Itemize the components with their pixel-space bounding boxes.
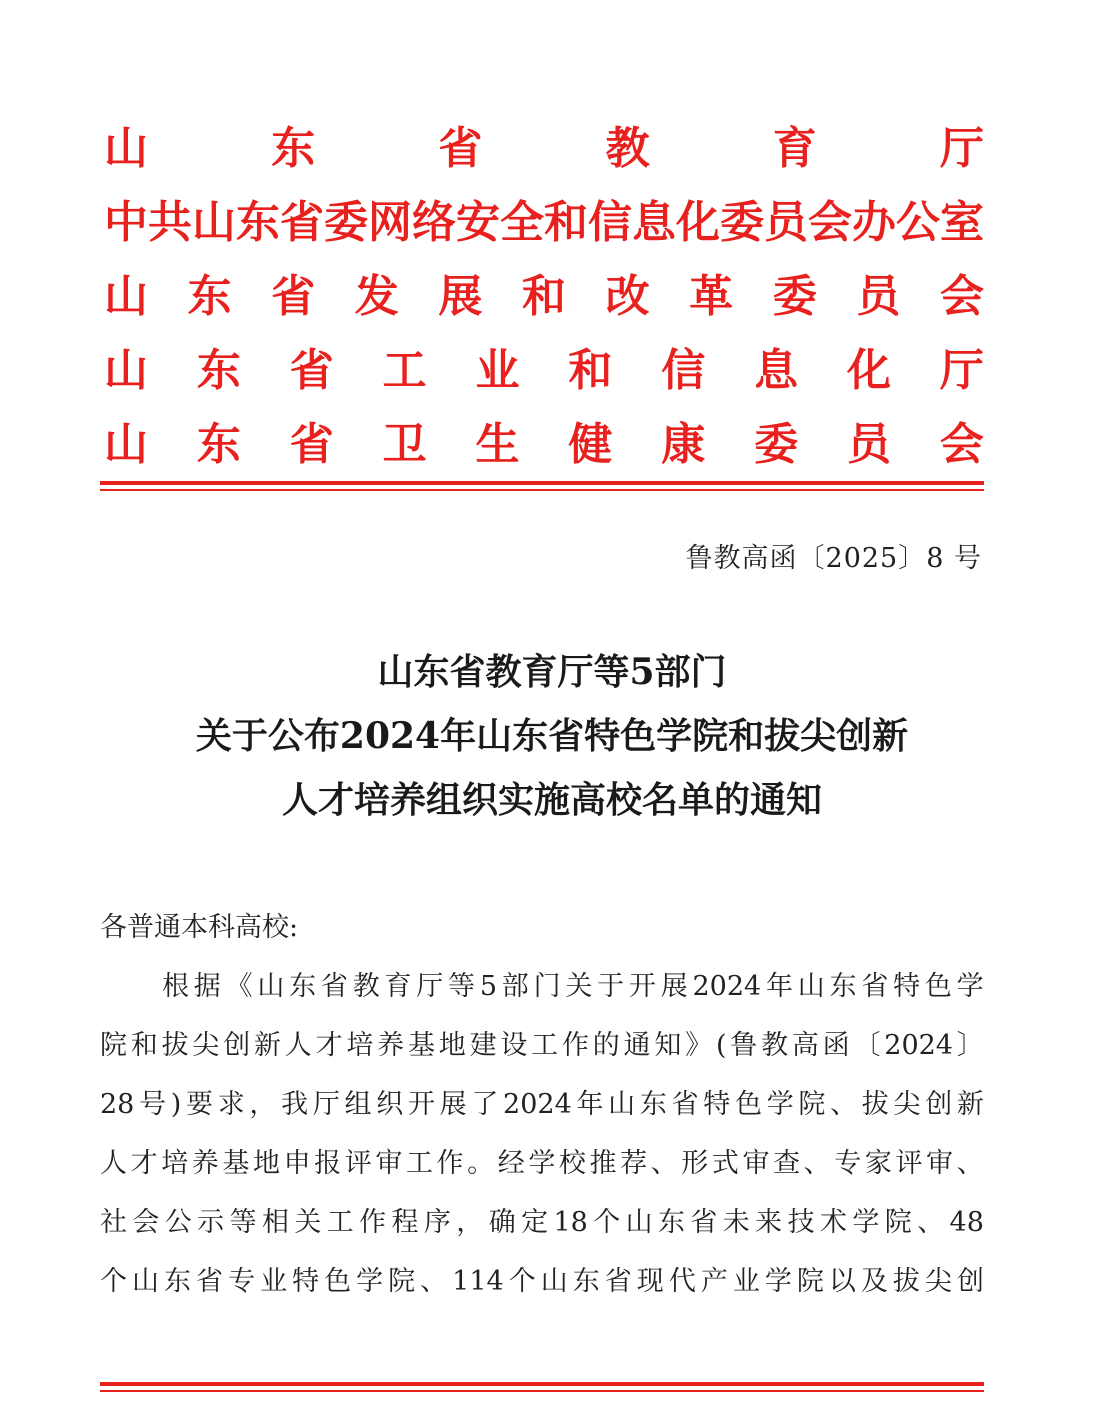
salutation: 各普通本科高校: [100, 912, 299, 943]
issuer-char: 委 [720, 197, 764, 248]
body-token: 教 [761, 1030, 789, 1061]
issuer-char: 东 [271, 123, 316, 174]
body-token: 18 [553, 1207, 588, 1238]
body-token: 拔 [892, 1266, 920, 1297]
body-token: 的 [592, 1030, 620, 1061]
issuer-char: 办 [852, 197, 896, 248]
body-token: 东 [572, 1266, 600, 1297]
body-token: 地 [438, 1030, 466, 1061]
body-token: 、 [830, 1089, 858, 1120]
issuer-char: 化 [847, 345, 891, 396]
body-token: 创 [925, 1089, 953, 1120]
body-token: 院 [388, 1266, 416, 1297]
body-token: 高 [791, 1030, 819, 1061]
body-token: 培 [161, 1148, 189, 1179]
body-token: 山 [540, 1266, 568, 1297]
body-token: 报 [314, 1148, 342, 1179]
issuer-char: 委 [324, 197, 368, 248]
body-token: 拔 [161, 1030, 189, 1061]
body-token: 东 [289, 971, 317, 1002]
body-token: 部 [501, 971, 529, 1002]
body-token: 作 [436, 1148, 464, 1179]
issuer-char: 山 [104, 419, 148, 470]
title-line: 山东省教育厅等5部门 [377, 651, 727, 693]
body-token: 根 [162, 971, 189, 1002]
issuer-line [104, 112, 984, 186]
body-token: 、 [803, 1148, 831, 1179]
body-token: 学 [852, 1207, 880, 1238]
header-divider [100, 481, 984, 491]
issuer-char: 厅 [939, 123, 984, 174]
body-token: 育 [384, 971, 412, 1002]
body-token: 28 [100, 1089, 135, 1120]
body-token: ， [249, 1089, 277, 1120]
body-token: 个 [100, 1266, 127, 1297]
body-token: 〔 [853, 1030, 881, 1061]
body-token: 2024 [692, 971, 762, 1002]
body-token: 等 [448, 971, 476, 1002]
body-token: 创 [223, 1030, 251, 1061]
body-token: 院 [798, 1089, 826, 1120]
body-token: 求 [217, 1089, 245, 1120]
body-token: 知 [654, 1030, 682, 1061]
body-token: 门 [533, 971, 561, 1002]
issuer-char: 展 [438, 271, 483, 322]
body-token: 省 [671, 1089, 699, 1120]
issuer-char: 省 [289, 419, 334, 470]
body-token: 114 [452, 1266, 504, 1297]
body-token: 尖 [893, 1089, 921, 1120]
body-token: 东 [164, 1266, 192, 1297]
body-token: 基 [407, 1030, 435, 1061]
body-token: 院 [796, 1266, 824, 1297]
body-token: 设 [500, 1030, 528, 1061]
issuer-char: 公 [896, 197, 940, 248]
body-token: 教 [352, 971, 380, 1002]
body-token: 色 [924, 971, 952, 1002]
body-token: 。 [467, 1148, 495, 1179]
body-token: 〕 [956, 1030, 984, 1061]
issuer-char: 工 [382, 345, 427, 396]
body-token: 建 [469, 1030, 497, 1061]
issuer-char: 东 [187, 271, 232, 322]
document-title [60, 640, 1044, 832]
body-token: 开 [628, 971, 656, 1002]
body-token: 拔 [861, 1089, 889, 1120]
issuer-char: 信 [661, 345, 706, 396]
body-token: 》 [685, 1030, 713, 1061]
body-token: 新 [253, 1030, 281, 1061]
body-token: 省 [690, 1207, 718, 1238]
body-token: 鲁 [730, 1030, 758, 1061]
body-token: 专 [834, 1148, 862, 1179]
body-token: 工 [531, 1030, 559, 1061]
issuer-char: 委 [772, 271, 817, 322]
issuer-char: 革 [689, 271, 734, 322]
issuer-char: 安 [456, 197, 500, 248]
issuer-char: 全 [500, 197, 544, 248]
body-token: 省 [320, 971, 348, 1002]
issuer-char: 山 [104, 345, 148, 396]
body-token: 评 [344, 1148, 372, 1179]
body-token: 2024 [884, 1030, 953, 1061]
body-token: 人 [284, 1030, 312, 1061]
body-token: 、 [650, 1148, 678, 1179]
issuer-char: 会 [939, 419, 984, 470]
body-token: 专 [228, 1266, 256, 1297]
body-token: 学 [764, 1266, 792, 1297]
issuer-char: 会 [808, 197, 852, 248]
body-token: 定 [521, 1207, 549, 1238]
body-token: 未 [722, 1207, 750, 1238]
issuer-char: 省 [280, 197, 324, 248]
issuer-char: 员 [847, 419, 891, 470]
body-token: 年 [576, 1089, 604, 1120]
body-token: 审 [742, 1148, 770, 1179]
issuer-char: 东 [236, 197, 280, 248]
body-token: 学 [766, 1089, 794, 1120]
body-token: 山 [625, 1207, 653, 1238]
body-token: 示 [197, 1207, 225, 1238]
body-token: 东 [658, 1207, 685, 1238]
body-token: 序 [423, 1207, 451, 1238]
body-token: 社 [100, 1207, 127, 1238]
body-token: 、 [420, 1266, 448, 1297]
body-token: 函 [822, 1030, 850, 1061]
body-token: 通 [623, 1030, 651, 1061]
body-token: 我 [281, 1089, 309, 1120]
body-token: 学 [956, 971, 984, 1002]
body-token: 省 [861, 971, 889, 1002]
issuer-char: 中 [104, 197, 148, 248]
body-token: 家 [864, 1148, 892, 1179]
body-token: 审 [926, 1148, 954, 1179]
body-line [100, 1252, 984, 1311]
body-token: 开 [407, 1089, 435, 1120]
issuer-char: 健 [568, 419, 613, 470]
body-token: 技 [787, 1207, 815, 1238]
body-token: 申 [283, 1148, 311, 1179]
body-token: 学 [528, 1148, 556, 1179]
body-token: 工 [326, 1207, 354, 1238]
footer-divider [100, 1382, 984, 1392]
body-token: 公 [164, 1207, 192, 1238]
body-token: 形 [681, 1148, 709, 1179]
body-token: 2024 [503, 1089, 572, 1120]
body-token: 展 [660, 971, 688, 1002]
body-token: 评 [895, 1148, 923, 1179]
body-token: 查 [773, 1148, 801, 1179]
body-token: 色 [734, 1089, 762, 1120]
issuer-char: 省 [289, 345, 334, 396]
issuer-char: 络 [412, 197, 456, 248]
body-token: 号 [139, 1089, 167, 1120]
issuer-char: 室 [940, 197, 984, 248]
body-token: 和 [130, 1030, 158, 1061]
body-token: 展 [439, 1089, 467, 1120]
body-token: 山 [608, 1089, 636, 1120]
issuer-char: 卫 [382, 419, 427, 470]
body-token: 养 [377, 1030, 405, 1061]
issuer-char: 东 [196, 345, 241, 396]
issuer-char: 息 [632, 197, 676, 248]
body-token: 确 [488, 1207, 516, 1238]
body-token: 新 [956, 1089, 984, 1120]
issuer-char: 和 [568, 345, 613, 396]
issuer-char: 育 [772, 123, 817, 174]
body-token: 要 [186, 1089, 214, 1120]
issuer-char: 共 [148, 197, 192, 248]
issuer-char: 东 [196, 419, 241, 470]
body-token: 以 [828, 1266, 856, 1297]
body-token: 省 [196, 1266, 224, 1297]
body-token: 会 [132, 1207, 160, 1238]
issuer-char: 山 [192, 197, 236, 248]
issuer-char: 委 [754, 419, 799, 470]
body-token: 才 [315, 1030, 343, 1061]
body-token: 经 [497, 1148, 525, 1179]
issuer-char: 山 [104, 123, 148, 174]
issuer-char: 网 [368, 197, 412, 248]
body-token: 人 [100, 1148, 127, 1179]
body-token: 工 [405, 1148, 433, 1179]
body-line [100, 1016, 984, 1075]
body-token: 才 [130, 1148, 158, 1179]
issuer-char: 和 [521, 271, 566, 322]
body-token: ( [715, 1030, 727, 1061]
body-token: 代 [668, 1266, 696, 1297]
issuer-char: 省 [271, 271, 316, 322]
body-token: 等 [229, 1207, 257, 1238]
title-line: 人才培养组织实施高校名单的通知 [281, 779, 822, 821]
body-token: 院 [884, 1207, 912, 1238]
body-line [100, 1075, 984, 1134]
body-token: ， [456, 1207, 484, 1238]
document-body [100, 898, 984, 1311]
issuer-char: 康 [661, 419, 706, 470]
body-token: 培 [346, 1030, 374, 1061]
body-token: 基 [222, 1148, 250, 1179]
body-token: 组 [344, 1089, 372, 1120]
body-token: 学 [356, 1266, 384, 1297]
issuer-char: 生 [475, 419, 520, 470]
issuer-char: 化 [676, 197, 720, 248]
body-token: 现 [636, 1266, 664, 1297]
body-token: 个 [593, 1207, 621, 1238]
body-token: 山 [132, 1266, 160, 1297]
body-token: 相 [261, 1207, 289, 1238]
body-token: 东 [829, 971, 857, 1002]
body-token: 关 [565, 971, 593, 1002]
body-token: 作 [561, 1030, 589, 1061]
issuer-char: 改 [605, 271, 650, 322]
body-token: 创 [956, 1266, 984, 1297]
issuer-char: 员 [764, 197, 808, 248]
body-token: 于 [597, 971, 625, 1002]
body-token: 特 [703, 1089, 731, 1120]
body-token: 山 [797, 971, 825, 1002]
body-token: 关 [294, 1207, 322, 1238]
body-token: 色 [324, 1266, 352, 1297]
body-token: 院 [100, 1030, 127, 1061]
body-token: 据 [193, 971, 221, 1002]
issuer-char: 山 [104, 271, 148, 322]
body-token: 校 [558, 1148, 586, 1179]
body-line [100, 1193, 984, 1252]
body-token: 、 [917, 1207, 945, 1238]
body-token: 省 [604, 1266, 632, 1297]
body-token: 《 [225, 971, 253, 1002]
document-number: 鲁教高函〔2025〕8 号 [685, 543, 982, 574]
body-token: 特 [292, 1266, 320, 1297]
issuer-line [104, 408, 984, 482]
body-token: 厅 [312, 1089, 340, 1120]
body-token: 、 [956, 1148, 984, 1179]
body-token: 审 [375, 1148, 403, 1179]
body-line [100, 1134, 984, 1193]
issuer-char: 发 [354, 271, 399, 322]
issuer-char: 息 [754, 345, 799, 396]
body-token: 地 [252, 1148, 280, 1179]
body-token: 尖 [192, 1030, 220, 1061]
body-token: 业 [732, 1266, 760, 1297]
body-token: 织 [376, 1089, 404, 1120]
body-token: 东 [639, 1089, 667, 1120]
body-token: 式 [711, 1148, 739, 1179]
issuer-char: 会 [939, 271, 984, 322]
body-token: 业 [260, 1266, 288, 1297]
issuer-char: 业 [475, 345, 520, 396]
body-token: 了 [471, 1089, 499, 1120]
issuer-char: 厅 [939, 345, 984, 396]
issuer-char: 教 [605, 123, 650, 174]
body-token: 山 [257, 971, 285, 1002]
issuer-line [104, 334, 984, 408]
body-token: 尖 [924, 1266, 952, 1297]
body-token: 及 [860, 1266, 888, 1297]
body-token: ) [170, 1089, 182, 1120]
body-token: 个 [508, 1266, 536, 1297]
body-token: 5 [479, 971, 497, 1002]
issuer-char: 省 [438, 123, 483, 174]
body-token: 48 [949, 1207, 984, 1238]
body-token: 术 [819, 1207, 847, 1238]
body-token: 荐 [620, 1148, 648, 1179]
issuer-char: 信 [588, 197, 632, 248]
body-token: 程 [391, 1207, 419, 1238]
issuer-line [104, 260, 984, 334]
body-token: 推 [589, 1148, 617, 1179]
issuer-char: 员 [856, 271, 901, 322]
body-token: 厅 [416, 971, 444, 1002]
title-line: 关于公布2024年山东省特色学院和拔尖创新 [195, 715, 909, 757]
body-token: 作 [359, 1207, 387, 1238]
body-token: 特 [893, 971, 921, 1002]
issuer-block [104, 112, 984, 482]
body-token: 产 [700, 1266, 728, 1297]
body-token: 年 [765, 971, 793, 1002]
issuer-line [104, 186, 984, 260]
issuer-char: 和 [544, 197, 588, 248]
body-token: 养 [191, 1148, 219, 1179]
body-token: 来 [755, 1207, 783, 1238]
body-line [100, 957, 984, 1016]
